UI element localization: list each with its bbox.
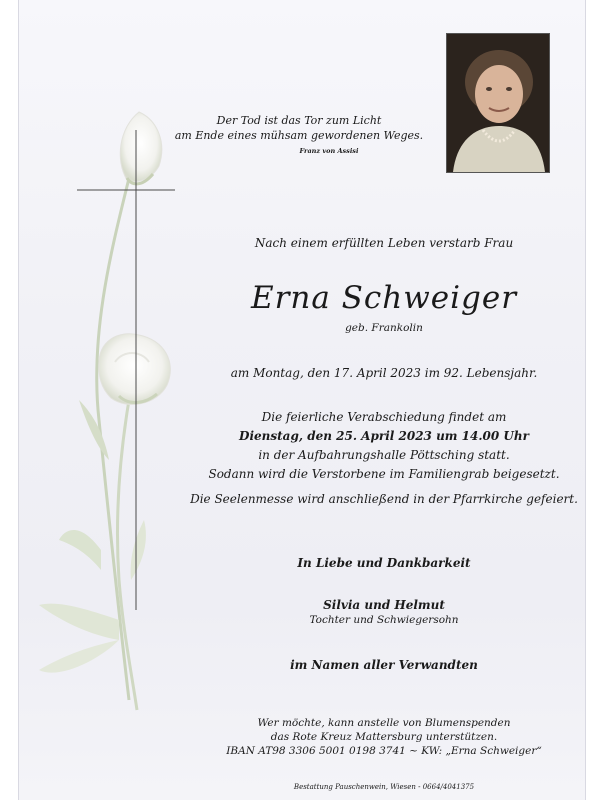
relatives-text: im Namen aller Verwandten (290, 658, 478, 672)
leaf-2 (39, 604, 119, 640)
leaf-1 (59, 530, 101, 570)
closing-text: In Liebe und Dankbarkeit (297, 556, 471, 570)
white-rose-icon (120, 112, 162, 184)
death-date: am Montag, den 17. April 2023 im 92. Lebensjahr. (230, 366, 538, 380)
leaf-5 (79, 400, 109, 460)
ceremony-block (179, 408, 589, 484)
leaf-3 (39, 640, 119, 673)
leaf-4 (131, 520, 146, 580)
birth-name: geb. Frankolin (345, 322, 423, 334)
quote-line-2: am Ende eines mühsam gewordenen Weges. (174, 129, 424, 142)
portrait-photo (446, 33, 550, 173)
quote-author: Franz von Assisi (299, 147, 359, 155)
obituary-card (18, 0, 586, 800)
deceased-name: Erna Schweiger (250, 280, 518, 316)
donation-block (179, 716, 589, 758)
roses-decoration (19, 100, 189, 720)
donation-iban: IBAN AT98 3306 5001 0198 3741 ~ KW: „Erna Schweiger“ (226, 745, 542, 757)
white-rose-icon (99, 334, 171, 405)
family-names: Silvia und Helmut (323, 598, 445, 612)
ceremony-line-3: in der Aufbahrungshalle Pöttsching statt. (258, 448, 510, 462)
ceremony-line-4: Sodann wird die Verstorbene im Familiengrab beigesetzt. (208, 467, 560, 481)
intro-text: Nach einem erfüllten Leben verstarb Frau (254, 236, 514, 250)
ceremony-line-1: Die feierliche Verabschiedung findet am (261, 410, 507, 424)
quote-line-1: Der Tod ist das Tor zum Licht (216, 114, 382, 127)
donation-line-1: Wer möchte, kann anstelle von Blumenspenden (257, 717, 511, 729)
donation-line-2: das Rote Kreuz Mattersburg unterstützen. (270, 731, 498, 743)
mass-text: Die Seelenmesse wird anschließend in der Pfarrkirche gefeiert. (190, 492, 578, 506)
family-relation: Tochter und Schwiegersohn (309, 614, 459, 626)
quote-block (169, 113, 429, 159)
ceremony-date: Dienstag, den 25. April 2023 um 14.00 Uhr (239, 429, 529, 443)
funeral-home: Bestattung Pauschenwein, Wiesen - 0664/4041375 (293, 783, 475, 791)
